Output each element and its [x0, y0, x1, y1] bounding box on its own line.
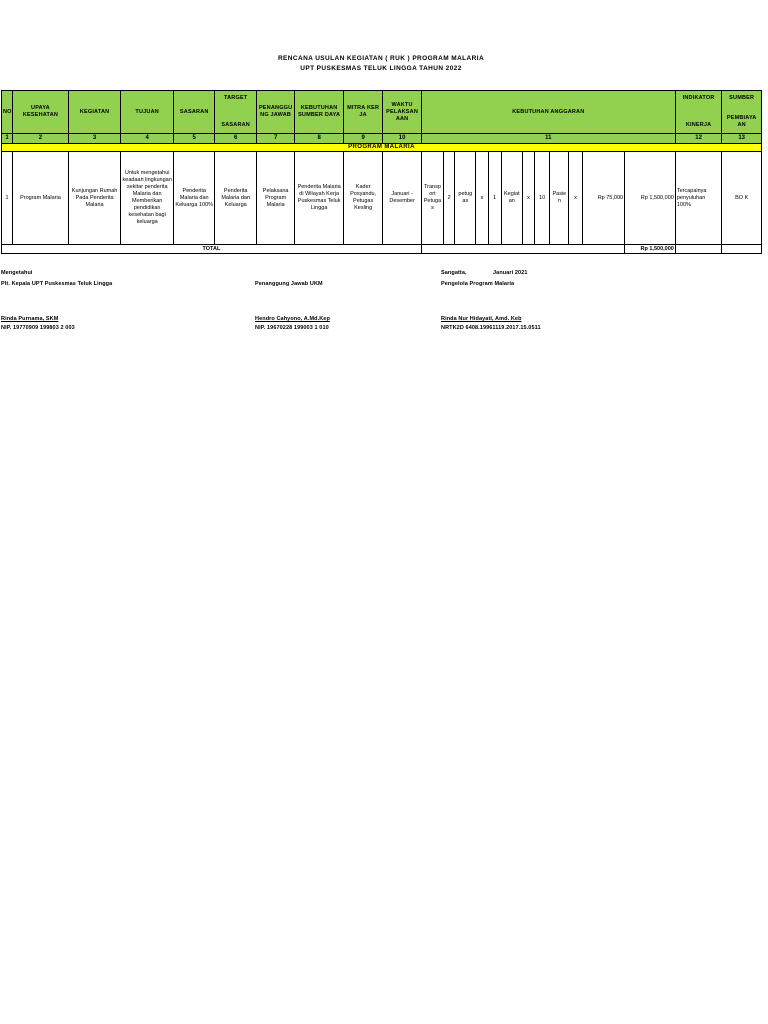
program-label: PROGRAM MALARIA	[2, 144, 762, 152]
document-title: RENCANA USULAN KEGIATAN ( RUK ) PROGRAM MALARIA	[277, 55, 485, 62]
column-number: 4	[121, 134, 174, 144]
cell-sumber: BO K	[722, 152, 762, 245]
header-target	[215, 91, 256, 134]
total-label: TOTAL	[2, 245, 422, 254]
cell-sasaran: Penderita Malaria dan Keluarga 100%	[173, 152, 214, 245]
header-target-bottom: SASARAN	[221, 122, 250, 128]
total-row	[2, 245, 762, 254]
column-number: 10	[383, 134, 421, 144]
total-spacer	[421, 245, 624, 254]
sig-right-line2: Pengelola Program Malaria	[441, 281, 515, 287]
sig-middle-line2: Penanggung Jawab UKM	[255, 281, 323, 287]
cell-ang-unit-1: petug as	[455, 152, 476, 245]
cell-ang-times-1: x	[476, 152, 488, 245]
cell-ang-total: Rp 1,500,000	[625, 152, 676, 245]
header-row	[2, 91, 762, 134]
header-indikator-top: INDIKATOR	[682, 95, 715, 101]
header-anggaran: KEBUTUHAN ANGGARAN	[421, 91, 675, 134]
header-mitra: MITRA KER JA	[343, 91, 382, 134]
sig-left-name: Rinda Purnama, SKM	[1, 316, 59, 322]
column-number: 3	[68, 134, 121, 144]
cell-ang-qty-2: 1	[488, 152, 501, 245]
cell-ang-times-2: x	[522, 152, 534, 245]
header-upaya: UPAYA KESEHATAN	[13, 91, 69, 134]
header-sumber-top: SUMBER	[729, 95, 755, 101]
cell-ang-price: Rp 75,000	[582, 152, 624, 245]
header-target-top: TARGET	[223, 95, 248, 101]
column-number: 7	[256, 134, 294, 144]
cell-ang-unit-3: Pasie n	[550, 152, 569, 245]
document-subtitle: UPT PUSKESMAS TELUK LINGGA TAHUN 2022	[300, 65, 462, 72]
sig-middle-name: Hendro Cahyono, A.Md.Kep	[255, 316, 330, 322]
header-no: NO	[2, 91, 13, 134]
cell-upaya: Program Malaria	[13, 152, 69, 245]
column-number: 13	[722, 134, 762, 144]
program-row	[2, 144, 762, 152]
sig-right-place: Sangatta,	[441, 270, 467, 276]
total-empty-indikator	[675, 245, 722, 254]
sig-right-name: Rinda Nur Hidayati, Amd. Keb	[441, 316, 522, 322]
column-number: 6	[215, 134, 256, 144]
column-number: 2	[13, 134, 69, 144]
sig-left-nip: NIP. 19770909 199803 2 003	[1, 325, 75, 331]
column-number-row	[2, 134, 762, 144]
cell-ang-times-3: x	[569, 152, 582, 245]
cell-ang-item: Transp ort Petuga s	[421, 152, 443, 245]
header-indikator-bottom: KINERJA	[685, 122, 712, 128]
sig-right-nip: NRTK2D 6408.19961119.2017.15.0511	[441, 325, 541, 331]
column-number: 9	[343, 134, 382, 144]
header-waktu: WAKTU PELAKSAN AAN	[383, 91, 421, 134]
cell-no: 1	[2, 152, 13, 245]
cell-ang-unit-2: Kegiat an	[501, 152, 522, 245]
total-empty-sumber	[722, 245, 762, 254]
cell-mitra: Kader Posyandu, Petugas Kesling	[343, 152, 382, 245]
sig-left-line1: Mengetahui	[1, 270, 33, 276]
header-sumber	[722, 91, 762, 134]
ruk-table	[1, 90, 762, 254]
column-number: 8	[295, 134, 344, 144]
cell-penanggung: Pelaksana Program Malaria	[256, 152, 294, 245]
cell-kebutuhan-sd: Penderita Malaria di Wilayah Kerja Puskesmas Teluk Lingga	[295, 152, 344, 245]
header-indikator	[675, 91, 722, 134]
cell-indikator: Tercapainya penyuluhan 100%	[675, 152, 722, 245]
cell-waktu: Januari - Desember	[383, 152, 421, 245]
cell-kegiatan: Kunjungan Rumah Pada Penderita Malaria	[68, 152, 121, 245]
cell-ang-qty-1: 2	[444, 152, 455, 245]
cell-tujuan: Untuk mengetahui keadaan lingkungan sekitar penderita Malaria dan Memberikan pendidikan kesehatan bagi keluarga	[121, 152, 174, 245]
header-tujuan: TUJUAN	[121, 91, 174, 134]
sig-left-line2: Plt. Kepala UPT Puskesmas Teluk Lingga	[1, 281, 113, 287]
header-kegiatan: KEGIATAN	[68, 91, 121, 134]
column-number: 5	[173, 134, 214, 144]
header-sumber-bottom: PEMBIAYA AN	[726, 115, 757, 128]
table-row	[2, 152, 762, 245]
sig-right-date: Januari 2021	[493, 270, 528, 276]
header-kebutuhan-sd: KEBUTUHAN SUMBER DAYA	[295, 91, 344, 134]
column-number: 1	[2, 134, 13, 144]
column-number: 11	[421, 134, 675, 144]
header-sasaran: SASARAN	[173, 91, 214, 134]
cell-target: Penderita Malaria dan Keluarga	[215, 152, 256, 245]
total-value: Rp 1,500,000	[625, 245, 676, 254]
header-penanggung: PENANGGU NG JAWAB	[256, 91, 294, 134]
cell-ang-qty-3: 10	[535, 152, 550, 245]
column-number: 12	[675, 134, 722, 144]
sig-middle-nip: NIP. 19670228 199003 1 010	[255, 325, 329, 331]
